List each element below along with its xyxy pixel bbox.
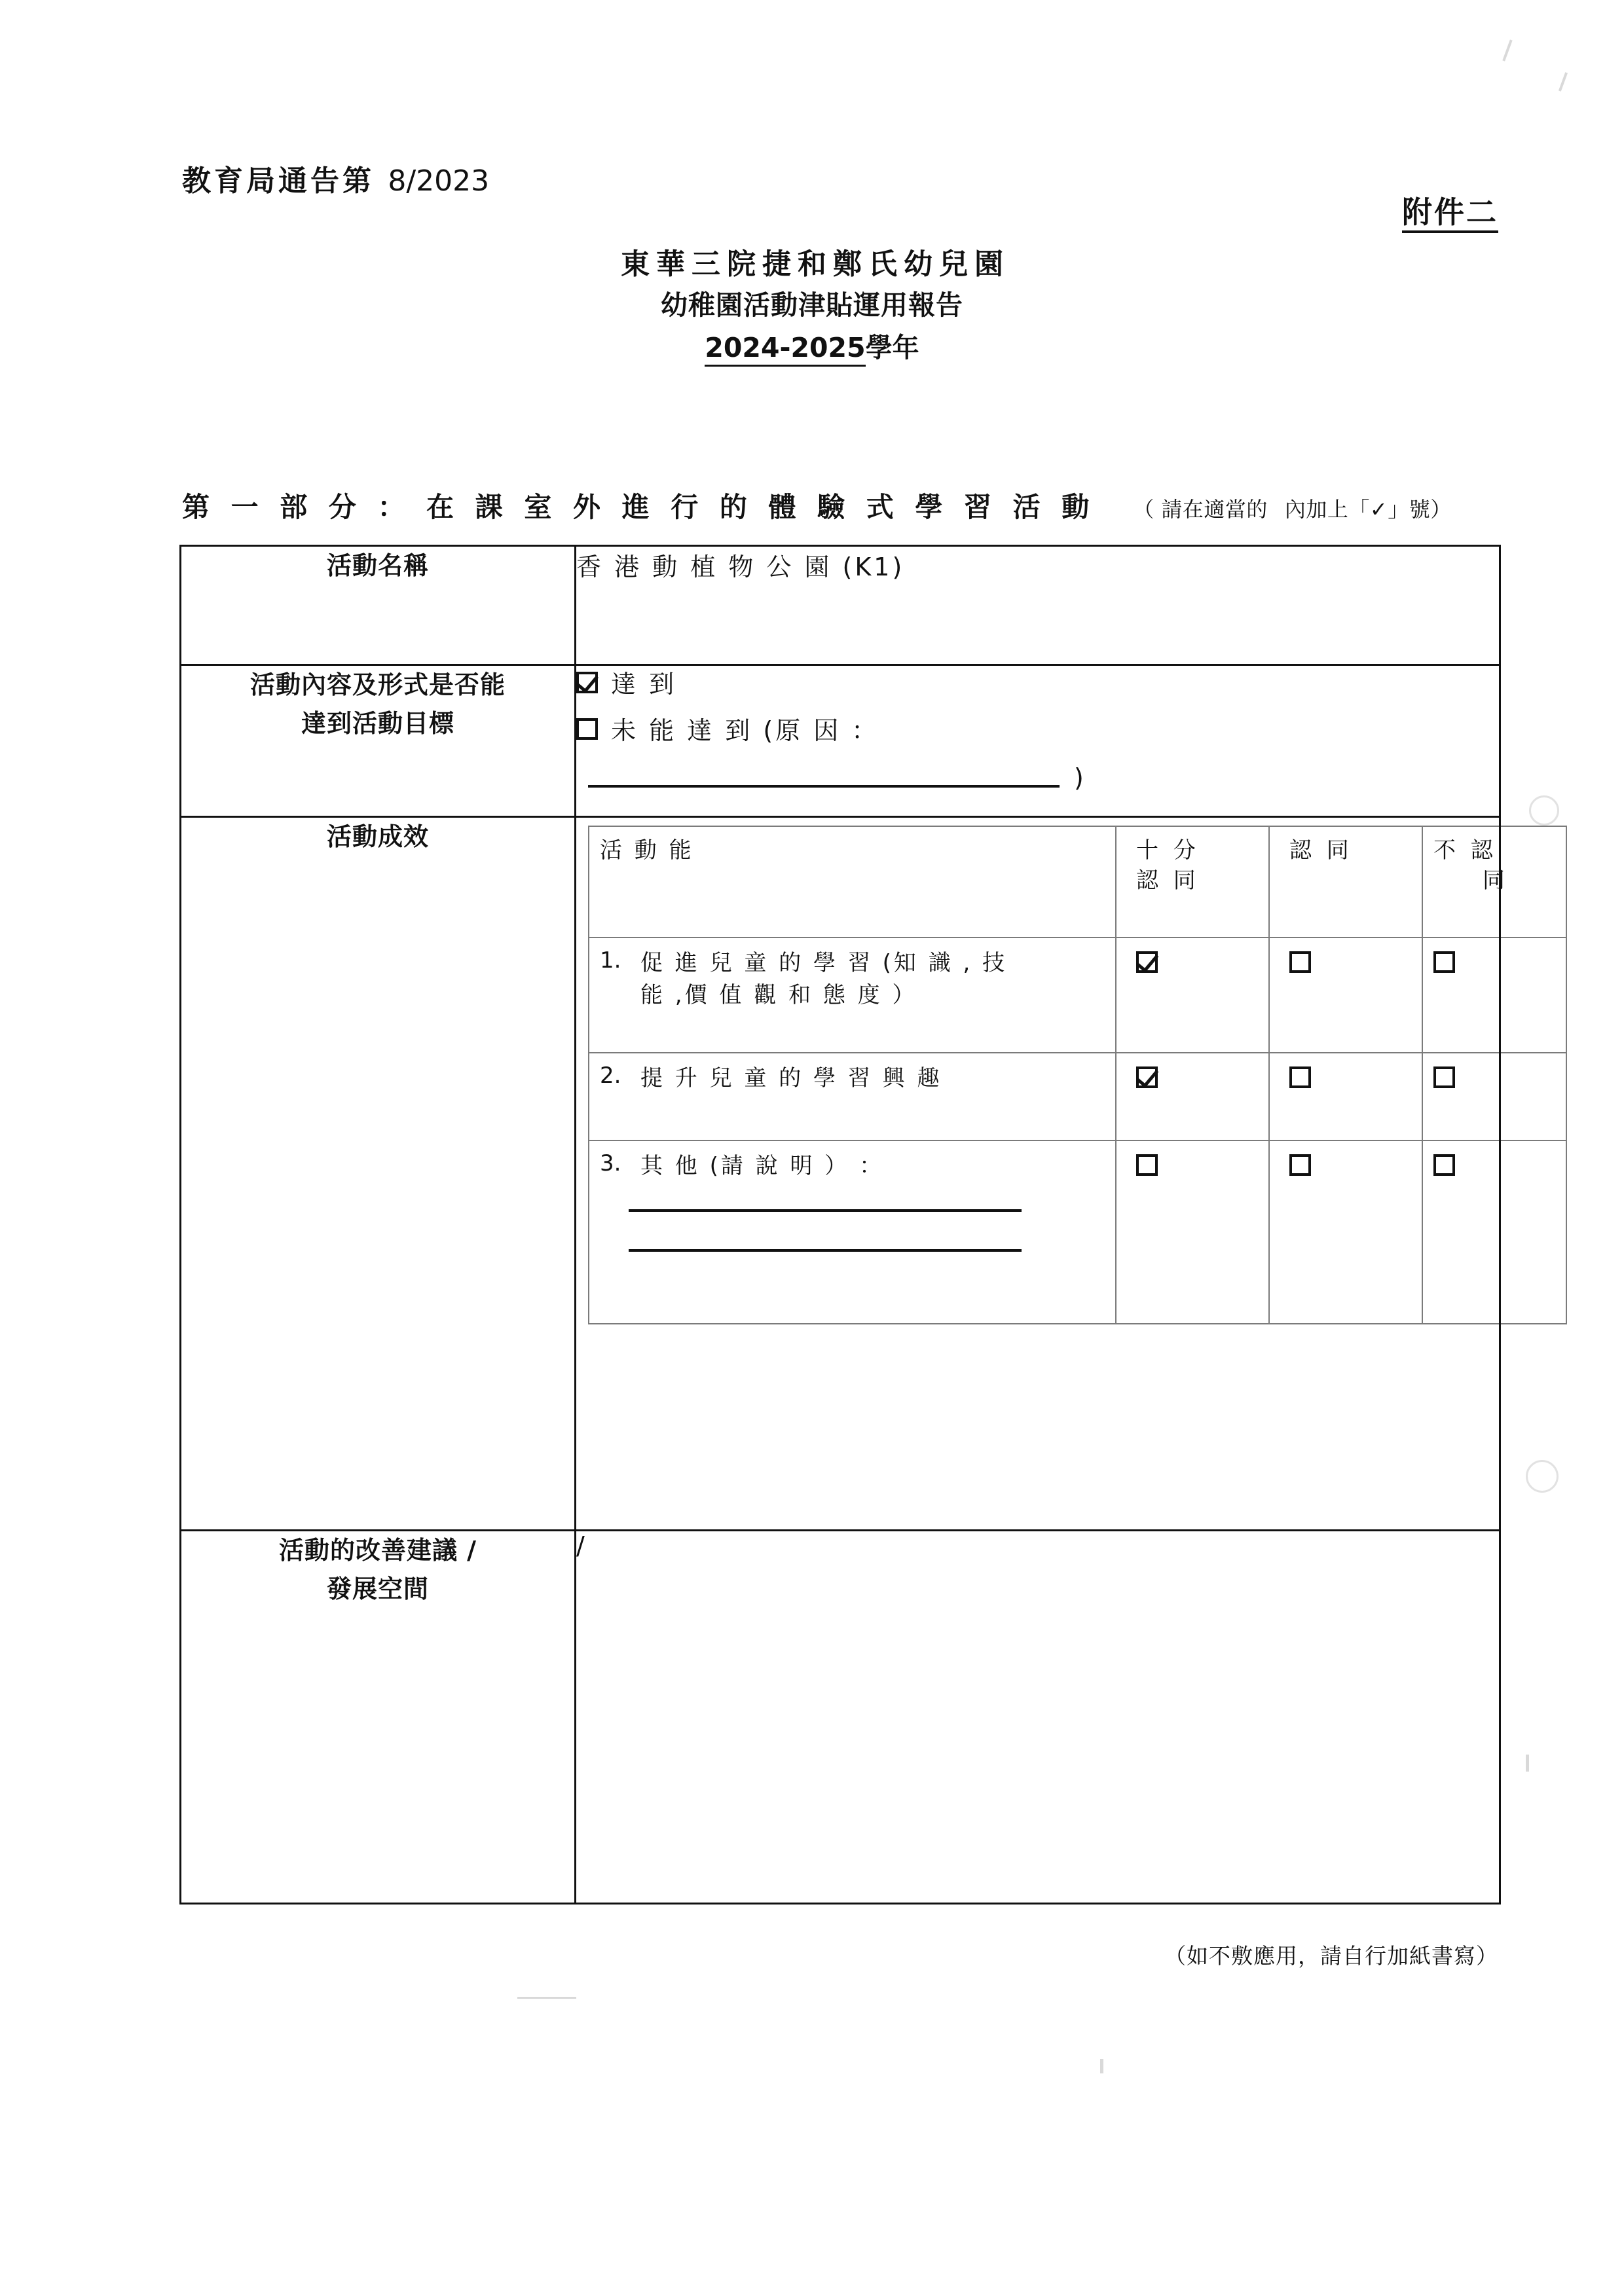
- report-form-table: [179, 545, 1509, 1904]
- section-heading-row: [182, 486, 1498, 525]
- checkbox-disagree-1-icon[interactable]: [1433, 951, 1455, 973]
- rating-header-disagree: [1422, 826, 1566, 938]
- rating-header-sa-line1: 十 分: [1136, 837, 1200, 864]
- scan-artifact: [1100, 2059, 1103, 2073]
- scan-artifact: [1502, 39, 1512, 61]
- rating-cell-3-disagree[interactable]: [1422, 1140, 1566, 1324]
- rating-cell-2-agree[interactable]: [1269, 1053, 1422, 1140]
- circular-number: 8/2023: [388, 164, 490, 198]
- rating-row-1: [589, 938, 1566, 1053]
- other-blank-rule-2[interactable]: [629, 1248, 1022, 1252]
- report-title: 幼稚園活動津貼運用報告: [661, 289, 963, 321]
- reason-closing-paren: ): [1074, 763, 1086, 792]
- rating-table-header-row: [589, 826, 1566, 938]
- instruction-prefix: （ 請在適當的: [1133, 497, 1268, 522]
- option-not-met-label: 未 能 達 到 (原 因 ：: [611, 716, 879, 745]
- rating-cell-1-strongly-agree[interactable]: [1116, 938, 1269, 1053]
- rating-row-2: [589, 1053, 1566, 1140]
- objective-options: [576, 665, 1500, 817]
- rating-cell-2-strongly-agree[interactable]: [1116, 1053, 1269, 1140]
- effectiveness-label: 活動成效: [181, 817, 576, 1531]
- table-row-activity-name: [181, 546, 1500, 665]
- reason-blank-rule[interactable]: [588, 784, 1060, 788]
- objective-label-line2: 達到活動目標: [301, 708, 454, 738]
- section-instruction: [1133, 493, 1452, 523]
- scan-artifact: [1529, 795, 1559, 826]
- rating-item-3-text: 其 他 (請 說 明 ） ：: [640, 1153, 885, 1179]
- rating-cell-2-disagree[interactable]: [1422, 1053, 1566, 1140]
- checkbox-agree-2-icon[interactable]: [1289, 1066, 1311, 1088]
- school-year-suffix: 學年: [865, 332, 919, 364]
- objective-label: [181, 665, 576, 817]
- table-row-improvement: [181, 1531, 1500, 1904]
- circular-header: [182, 157, 489, 199]
- activity-name-value[interactable]: 香 港 動 植 物 公 園 (K1): [576, 546, 1500, 665]
- footer-note: （如不敷應用，請自行加紙書寫）: [1164, 1943, 1498, 1969]
- activity-name-label: 活動名稱: [181, 546, 576, 665]
- rating-header-agree: [1269, 826, 1422, 938]
- appendix-label: 附件二: [1402, 196, 1498, 233]
- rating-header-item: 活 動 能: [589, 826, 1116, 938]
- objective-label-line1: 活動內容及形式是否能: [249, 670, 506, 699]
- checkbox-agree-3-icon[interactable]: [1289, 1154, 1311, 1176]
- rating-header-disagree-line1: 不 認: [1433, 837, 1497, 864]
- circular-label: 教育局通告第: [182, 164, 375, 198]
- rating-table: [588, 826, 1567, 1324]
- rating-item-3: [589, 1140, 1116, 1324]
- section-title: 第 一 部 分 ： 在 課 室 外 進 行 的 體 驗 式 學 習 活 動: [182, 491, 1096, 523]
- scan-artifact: [517, 1997, 576, 1999]
- reason-input-line[interactable]: [576, 763, 1499, 792]
- checkbox-strongly-agree-1-icon[interactable]: [1136, 951, 1158, 973]
- check-mark-icon: ✓: [1369, 497, 1388, 522]
- school-name: 東華三院捷和鄭氏幼兒園: [621, 247, 1010, 281]
- table-row-effectiveness: [181, 817, 1500, 1531]
- rating-item-1-line1: 促 進 兒 童 的 學 習 (知 識 , 技: [640, 950, 1008, 976]
- rating-header-disagree-line2: 同: [1483, 867, 1509, 894]
- rating-item-1-text: [640, 947, 1007, 1012]
- instruction-suffix: 」號）: [1388, 497, 1452, 522]
- improvement-value-cell[interactable]: [576, 1531, 1500, 1904]
- effectiveness-content: [576, 817, 1509, 1531]
- rating-header-sa-line2: 認 同: [1136, 867, 1200, 894]
- rating-cell-3-agree[interactable]: [1269, 1140, 1422, 1324]
- improvement-label-line2: 發展空間: [326, 1574, 429, 1603]
- rating-cell-1-disagree[interactable]: [1422, 938, 1566, 1053]
- rating-item-1: [589, 938, 1116, 1053]
- rating-row-3: [589, 1140, 1566, 1324]
- scan-artifact: [1526, 1755, 1529, 1772]
- rating-item-1-number: 1.: [600, 947, 621, 974]
- rating-item-2: [589, 1053, 1116, 1140]
- table-row-objective: [181, 665, 1500, 817]
- rating-item-1-line2: 能 ,價 值 觀 和 態 度 ）: [640, 982, 917, 1009]
- option-not-met[interactable]: [576, 712, 1499, 750]
- checkbox-disagree-2-icon[interactable]: [1433, 1066, 1455, 1088]
- scan-artifact: [1526, 1460, 1559, 1493]
- checkbox-agree-1-icon[interactable]: [1289, 951, 1311, 973]
- checkbox-met-icon[interactable]: [576, 672, 598, 693]
- checkbox-not-met-icon[interactable]: [576, 718, 598, 740]
- rating-header-agree-line1: 認 同: [1289, 837, 1353, 864]
- rating-item-2-text: 提 升 兒 童 的 學 習 興 趣: [640, 1065, 942, 1091]
- rating-item-3-number: 3.: [600, 1150, 621, 1176]
- school-year-value: 2024-2025: [705, 332, 865, 367]
- other-blank-rule-1[interactable]: [629, 1209, 1022, 1212]
- rating-item-2-number: 2.: [600, 1063, 621, 1089]
- rating-cell-1-agree[interactable]: [1269, 938, 1422, 1053]
- improvement-value: /: [576, 1531, 585, 1560]
- instruction-middle: 內加上「: [1284, 497, 1370, 522]
- rating-item-3-blank-lines[interactable]: [629, 1209, 1107, 1252]
- improvement-label: [181, 1531, 576, 1904]
- title-block: [0, 244, 1624, 369]
- checkbox-disagree-3-icon[interactable]: [1433, 1154, 1455, 1176]
- option-met[interactable]: [576, 666, 1499, 703]
- scan-artifact: [1559, 72, 1568, 92]
- option-met-label: 達 到: [611, 670, 677, 699]
- checkbox-strongly-agree-3-icon[interactable]: [1136, 1154, 1158, 1176]
- rating-cell-3-strongly-agree[interactable]: [1116, 1140, 1269, 1324]
- school-year: [0, 328, 1624, 369]
- rating-header-strongly-agree: [1116, 826, 1269, 938]
- improvement-label-line1: 活動的改善建議 /: [278, 1536, 477, 1565]
- checkbox-strongly-agree-2-icon[interactable]: [1136, 1066, 1158, 1088]
